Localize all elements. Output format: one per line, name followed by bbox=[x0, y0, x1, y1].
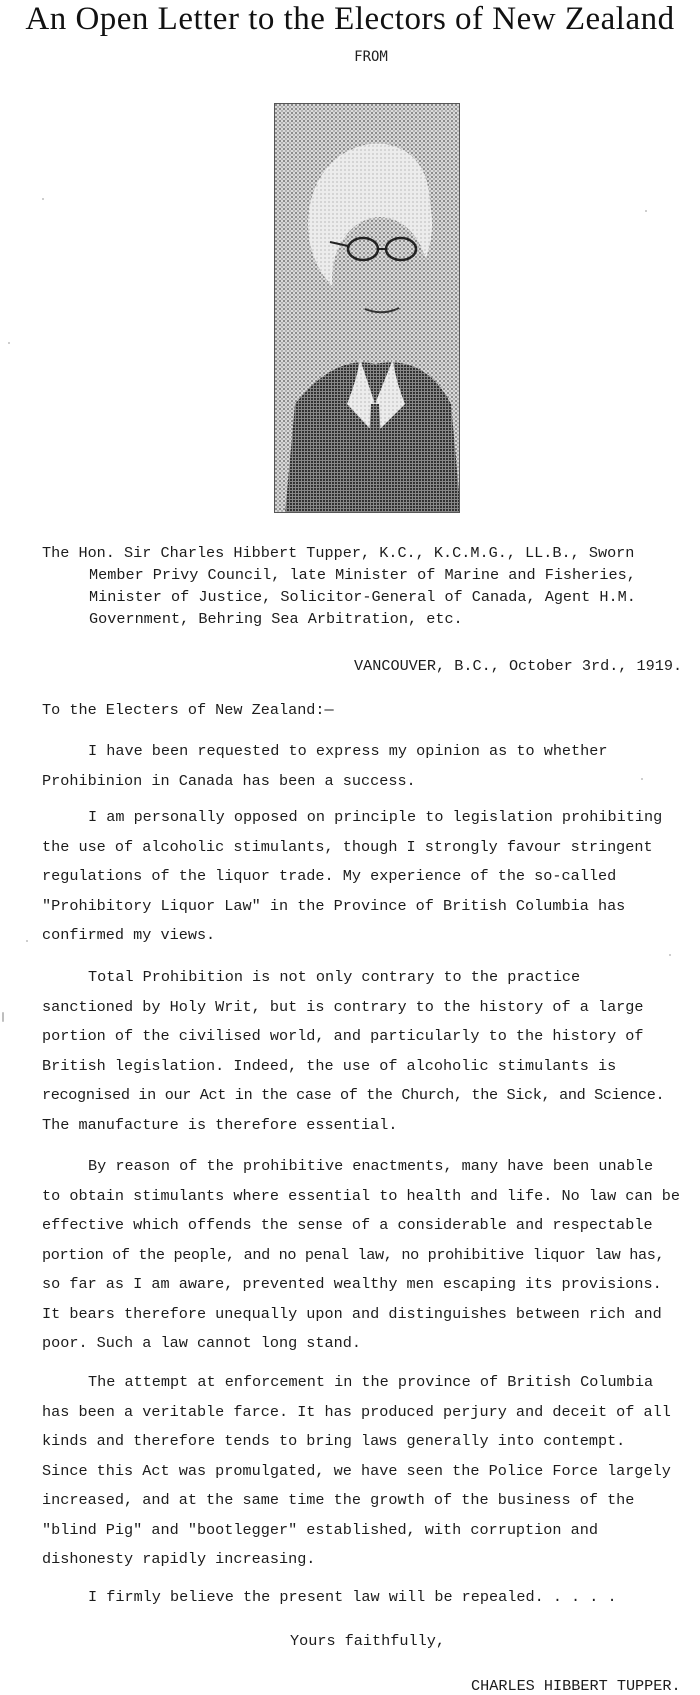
paragraph-line: poor. Such a law cannot long stand. bbox=[42, 1334, 361, 1352]
paragraph-line: increased, and at the same time the growth of the business of the bbox=[42, 1491, 635, 1509]
paragraph-line: British legislation. Indeed, the use of alcoholic stimulants is bbox=[42, 1056, 617, 1075]
dateline: VANCOUVER, B.C., October 3rd., 1919. bbox=[354, 657, 683, 675]
paragraph-line: dishonesty rapidly increasing. bbox=[42, 1550, 316, 1568]
paragraph-line: Since this Act was promulgated, we have seen the Police Force largely bbox=[42, 1461, 671, 1480]
salutation: To the Electers of New Zealand:— bbox=[42, 701, 334, 719]
page-title: An Open Letter to the Electors of New Zealand bbox=[25, 1, 675, 37]
paragraph-line: The attempt at enforcement in the province of British Columbia bbox=[88, 1373, 654, 1391]
paragraph-6 bbox=[42, 1583, 617, 1613]
paragraph-line: to obtain stimulants where essential to health and life. No law can be bbox=[42, 1186, 680, 1205]
paragraph-line: recognised in our Act in the case of the Church, the Sick, and Science. bbox=[42, 1086, 665, 1104]
paragraph-line: so far as I am aware, prevented wealthy men escaping its provisions. bbox=[42, 1275, 662, 1293]
paragraph-3 bbox=[42, 963, 664, 1140]
scan-speck bbox=[26, 940, 28, 942]
paragraph-line: Total Prohibition is not only contrary to the practice bbox=[88, 968, 581, 986]
paragraph-2 bbox=[42, 803, 662, 951]
paragraph-5 bbox=[42, 1368, 671, 1575]
paragraph-line: I firmly believe the present law will be repealed. . . . . bbox=[88, 1588, 617, 1606]
paragraph-line: sanctioned by Holy Writ, but is contrary to the history of a large bbox=[42, 997, 644, 1016]
paragraph-line: By reason of the prohibitive enactments, many have been unable bbox=[88, 1157, 654, 1175]
scan-speck bbox=[42, 198, 44, 200]
paragraph-line: regulations of the liquor trade. My experience of the so-called bbox=[42, 867, 617, 885]
paragraph-4 bbox=[42, 1152, 680, 1359]
scan-speck bbox=[2, 1012, 4, 1022]
paragraph-line: has been a veritable farce. It has produced perjury and deceit of all bbox=[42, 1402, 671, 1421]
scan-speck bbox=[641, 778, 643, 780]
portrait-photo bbox=[274, 103, 460, 513]
paragraph-line: The manufacture is therefore essential. bbox=[42, 1115, 398, 1134]
caption-line: Minister of Justice, Solicitor-General of Canada, Agent H.M. bbox=[89, 588, 636, 606]
caption-line: Member Privy Council, late Minister of Marine and Fisheries, bbox=[89, 566, 636, 584]
paragraph-line: Prohibinion in Canada has been a success. bbox=[42, 771, 416, 790]
signoff: Yours faithfully, bbox=[290, 1632, 445, 1650]
signature: CHARLES HIBBERT TUPPER. bbox=[471, 1677, 681, 1695]
portrait-photo-icon bbox=[275, 104, 460, 513]
paragraph-line: confirmed my views. bbox=[42, 926, 216, 944]
caption-line: The Hon. Sir Charles Hibbert Tupper, K.C., K.C.M.G., LL.B., Sworn bbox=[42, 544, 635, 562]
paragraph-line: effective which offends the sense of a considerable and respectable bbox=[42, 1216, 653, 1234]
paragraph-line: portion of the people, and no penal law, no prohibitive liquor law has, bbox=[42, 1245, 665, 1264]
from-label: FROM bbox=[354, 49, 388, 65]
scan-speck bbox=[645, 210, 647, 212]
paragraph-line: kinds and therefore tends to bring laws generally into contempt. bbox=[42, 1432, 626, 1450]
portrait-caption bbox=[42, 542, 636, 630]
paragraph-line: It bears therefore unequally upon and distinguishes between rich and bbox=[42, 1304, 662, 1323]
paragraph-line: "Prohibitory Liquor Law" in the Province of British Columbia has bbox=[42, 896, 626, 915]
paragraph-line: I have been requested to express my opinion as to whether bbox=[88, 742, 608, 760]
paragraph-line: portion of the civilised world, and particularly to the history of bbox=[42, 1027, 644, 1045]
caption-line: Government, Behring Sea Arbitration, etc. bbox=[89, 610, 463, 628]
scan-speck bbox=[669, 954, 671, 956]
paragraph-1 bbox=[42, 737, 608, 796]
paragraph-line: I am personally opposed on principle to legislation prohibiting bbox=[88, 808, 663, 826]
paragraph-line: "blind Pig" and "bootlegger" established, with corruption and bbox=[42, 1520, 598, 1539]
paragraph-line: the use of alcoholic stimulants, though I strongly favour stringent bbox=[42, 837, 653, 856]
scan-speck bbox=[8, 342, 10, 344]
